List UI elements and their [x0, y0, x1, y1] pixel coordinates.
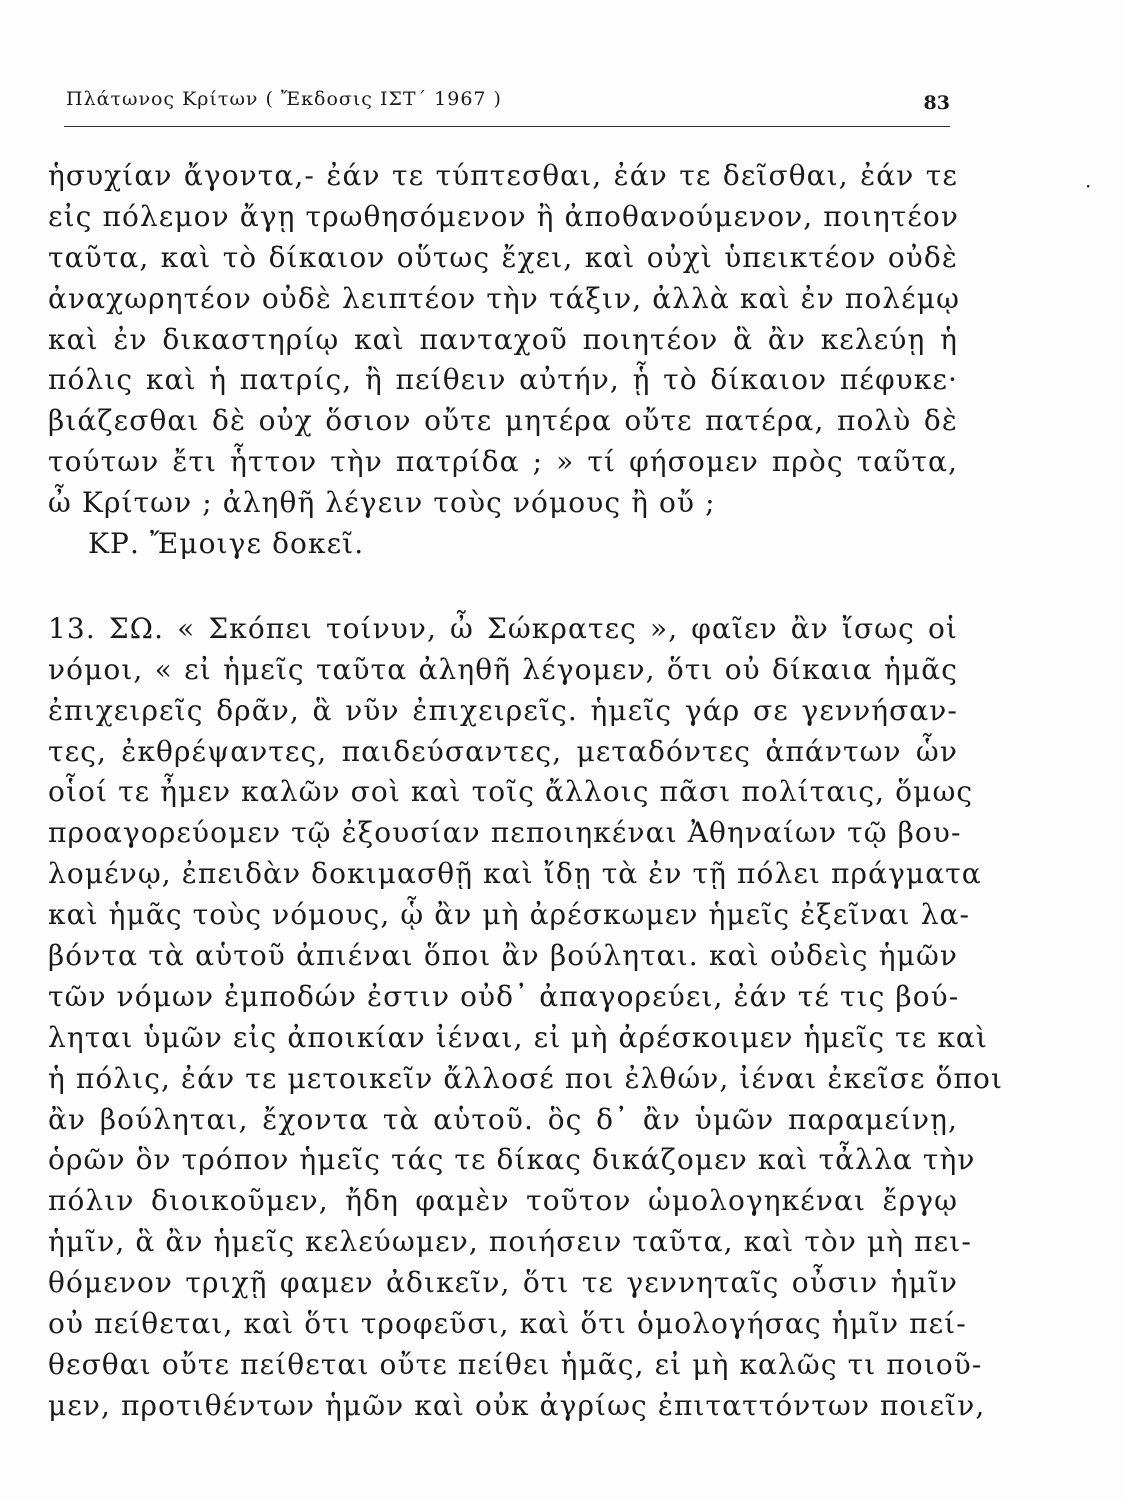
text-line: βόντα τὰ αὑτοῦ ἀπιέναι ὅποι ἂν βούληται. καὶ οὐδεὶς ἡμῶν [48, 939, 958, 973]
text-line: λομένῳ, ἐπειδὰν δοκιμασθῇ καὶ ἴδῃ τὰ ἐν τῇ πόλει πράγματα [48, 857, 982, 891]
text-line: ἡσυχίαν ἄγοντα,- ἐάν τε τύπτεσθαι, ἐάν τε δεῖσθαι, ἐάν τε [48, 159, 958, 192]
text-line: θεσθαι οὔτε πείθεται οὔτε πείθει ἡμᾶς, εἰ μὴ καλῶς τι ποιοῦ- [48, 1347, 983, 1381]
text-line: ἂν βούληται, ἔχοντα τὰ αὑτοῦ. ὃς δ᾽ ἂν ὑμῶν παραμείνῃ, [48, 1102, 958, 1136]
text-line: ταῦτα, καὶ τὸ δίκαιον οὕτως ἔχει, καὶ οὐχὶ ὑπεικτέον οὐδὲ [48, 240, 958, 274]
text-line: ἐπιχειρεῖς δρᾶν, ἃ νῦν ἐπιχειρεῖς. ἡμεῖς γάρ σε γεννήσαν- [48, 693, 958, 727]
text-line: ὦ Κρίτων ; ἀληθῆ λέγειν τοὺς νόμους ἢ οὔ ; [48, 486, 716, 520]
text-line: τες, ἐκθρέψαντες, παιδεύσαντες, μεταδόντες ἁπάντων ὧν [48, 734, 958, 768]
text-line: ἀναχωρητέον οὐδὲ λειπτέον τὴν τάξιν, ἀλλὰ καὶ ἐν πολέμῳ [48, 281, 961, 315]
text-line: προαγορεύομεν τῷ ἐξουσίαν πεποιηκέναι Ἀθηναίων τῷ βου- [48, 816, 962, 850]
text-line: ὁρῶν ὃν τρόπον ἡμεῖς τάς τε δίκας δικάζομεν καὶ τἆλλα τὴν [48, 1143, 976, 1177]
margin-dot: · [1085, 174, 1092, 198]
text-line: πόλις καὶ ἡ πατρίς, ἢ πείθειν αὐτήν, ᾗ τὸ δίκαιον πέφυκε· [48, 363, 958, 397]
text-line: τούτων ἔτι ἧττον τὴν πατρίδα ; » τί φήσομεν πρὸς ταῦτα, [48, 445, 958, 479]
text-line: ἡμῖν, ἃ ἂν ἡμεῖς κελεύωμεν, ποιήσειν ταῦτα, καὶ τὸν μὴ πει- [48, 1225, 972, 1259]
text-line: μεν, προτιθέντων ἡμῶν καὶ οὐκ ἀγρίως ἐπιταττόντων ποιεῖν, [48, 1388, 986, 1422]
text-line: ἡ πόλις, ἐάν τε μετοικεῖν ἄλλοσέ ποι ἐλθών, ἰέναι ἐκεῖσε ὅποι [48, 1061, 1004, 1095]
header-title: Πλάτωνος Κρίτων ( Ἔκδοσις ΙΣΤ΄ 1967 ) [66, 88, 502, 110]
text-line: οἷοί τε ἦμεν καλῶν σοὶ καὶ τοῖς ἄλλοις πᾶσι πολίταις, ὅμως [48, 775, 974, 809]
text-line: καὶ ἡμᾶς τοὺς νόμους, ᾧ ἂν μὴ ἀρέσκωμεν ἡμεῖς ἐξεῖναι λα- [48, 898, 971, 932]
paragraph-1 [48, 156, 961, 524]
text-line: καὶ ἐν δικαστηρίῳ καὶ πανταχοῦ ποιητέον ἃ ἂν κελεύῃ ἡ [48, 322, 958, 356]
page-number: 83 [923, 92, 950, 114]
paragraph-2 [48, 609, 1004, 1427]
text-line: πόλιν διοικοῦμεν, ἤδη φαμὲν τοῦτον ὡμολογηκέναι ἔργῳ [48, 1184, 958, 1218]
text-line: οὐ πείθεται, καὶ ὅτι τροφεῦσι, καὶ ὅτι ὁμολογήσας ἡμῖν πεί- [48, 1307, 967, 1341]
body-text [48, 156, 1004, 1427]
text-line: 13. ΣΩ. « Σκόπει τοίνυν, ὦ Σώκρατες », φαῖεν ἂν ἴσως οἱ [48, 611, 958, 645]
text-line: τῶν νόμων ἐμποδών ἐστιν οὐδ᾽ ἀπαγορεύει, ἐάν τέ τις βού- [48, 979, 960, 1013]
text-line: θόμενον τριχῇ φαμεν ἀδικεῖν, ὅτι τε γεννηταῖς οὖσιν ἡμῖν [48, 1266, 958, 1300]
text-line: εἰς πόλεμον ἄγῃ τρωθησόμενον ἢ ἀποθανούμενον, ποιητέον [48, 199, 959, 233]
text-line: νόμοι, « εἰ ἡμεῖς ταῦτα ἀληθῆ λέγομεν, ὅτι οὐ δίκαια ἡμᾶς [48, 652, 958, 686]
running-header [64, 84, 950, 127]
text-line: ληται ὑμῶν εἰς ἀποικίαν ἰέναι, εἰ μὴ ἀρέσκοιμεν ἡμεῖς τε καὶ [48, 1020, 989, 1054]
text-line: βιάζεσθαι δὲ οὐχ ὅσιον οὔτε μητέρα οὔτε πατέρα, πολὺ δὲ [48, 404, 958, 438]
section-gap [48, 565, 958, 609]
speaker-reply: ΚΡ. Ἔμοιγε δοκεῖ. [88, 527, 365, 561]
